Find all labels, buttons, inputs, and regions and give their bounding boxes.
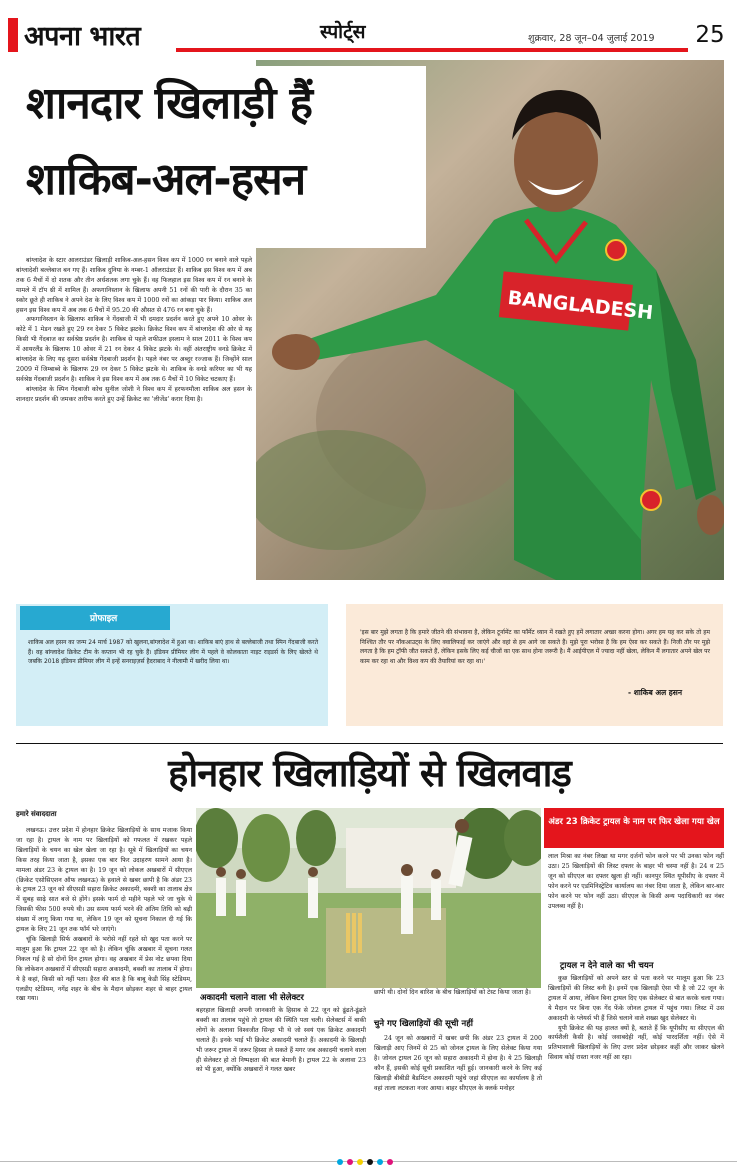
- headline-line-1: शानदार खिलाड़ी हैं: [26, 78, 313, 129]
- col1-paragraph: चूंकि खिलाड़ी सिर्फ अखबारों के भरोसे नहीं रहते सो खुद पता करने पर मालूम हुआ कि ट्रायल 22 जून को है। लेकिन चूंकि अखबार में सूचना गलत निकल गई है सो दोनों दिन ट्रायल होगा। वह अखबार में प्रेस नोट छपवा दिया कि लोकेशन अखबारों में सीएसडी सहारा अकादमी, बक्शी का तालाब में होगा। ये है कहां, किसी को नहीं पता। हैरत की बात है कि बाबू केडी सिंह स्टेडियम, एलडीए स्टेडियम, नगेंद्र शहर के बीच के मैदान छोड़कर शहर से बाहर ट्रायल रखा गया।: [16, 935, 192, 1003]
- sidebar-headline-box: अंडर 23 क्रिकेट ट्रायल के नाम पर फिर खेला गया खेल: [544, 808, 724, 848]
- issue-date: शुक्रवार, 28 जून–04 जुलाई 2019: [528, 33, 655, 44]
- story2-col3a: छापी थी। दोनों दिन बारिश के बीच खिलाड़ियों को टेस्ट किया जाता है।: [374, 989, 531, 996]
- page-number: 25: [695, 22, 725, 48]
- masthead-brand: अपना भारत: [24, 21, 141, 52]
- story2-headline: होनहार खिलाड़ियों से खिलवाड़: [168, 751, 571, 795]
- story2-col3b: [374, 1034, 542, 1093]
- subhead-selector: अकादमी चलाने वाला भी सेलेक्टर: [200, 993, 304, 1003]
- story1-paragraph: अफगानिस्तान के खिलाफ शाकिब ने गेंदबाजी में भी दमदार प्रदर्शन करते हुए अपने 10 ओवर के कोटे में 1 मेडन रखते हुए 29 रन देकर 5 विकेट झटके। क्रिकेट विश्व कप में बांग्लादेश की ओर से यह किसी भी गेंदबाज का सर्वश्रेष्ठ प्रदर्शन है। शाकिब से पहले शफीउल इस्लाम ने साल 2011 के विश्व कप में आयरलैंड के खिलाफ 10 ओवर में 21 रन देकर 4 विकेट झटके थे। वहीं अंतराष्ट्रीय वनडे क्रिकेट में बांग्लादेश के लिए यह दूसरा सर्वश्रेष्ठ गेंदबाजी प्रदर्शन है। पहले नंबर पर अब्दुर रज्जाक हैं। जिन्होंने साल 2009 में जिम्बाब्वे के खिलाफ 29 रन देकर 5 विकेट झटके थे। शाकिब के वनडे करियर का भी यह सर्वश्रेष्ठ गेंदबाजी प्रदर्शन है। शाकिब ने इस विश्व कप में अब तक 6 मैचों में 10 विकेट चटकाए हैं।: [16, 316, 252, 383]
- story2-col2: बहरहाल खिलाड़ी अपनी जानकारी के हिसाब से 22 जून को ढूंढते-ढूंढते बक्शी का तालाब पहुंचे तो ट्रायल की स्थिति पता चली। सेलेक्टर्स में बाकी लोगों के अलावा विश्वजीत सिन्हा भी थे जो स्वयं एक क्रिकेट अकादमी चलाते हैं। इनके भाई भी क्रिकेट अकादमी चलाते हैं। अकादमी के खिलाड़ी भी जरूर ट्रायल में जरूर हिस्सा ले सकते हैं मगर जब अकादमी चलाने वाला ही सेलेक्टर हो तो निष्पक्षता की बात बेमानी है। ट्रायल 22 के अलावा 23 को भी हुआ, क्योंकि अखबारों ने गलत खबर: [196, 1007, 366, 1074]
- quote-text: 'इस बार मुझे लगता है कि हमारे जीतने की संभावना है, लेकिन टूर्नामेंट का फॉर्मेट ध्यान में रखते हुए हमें लगातार अच्छा करना होगा। अगर हम यह कर सके तो हम निश्चित तौर पर नॉकआउट्स के लिए क्वालिफाई कर जाएंगे और वहां से हम आगे जा सकते हैं। मुझे पूरा भरोसा है कि हम ऐसा कर सकते हैं। निजी तौर पर मुझे लगता है कि हम ट्रॉफी जीत सकते हैं, लेकिन इसके लिए कई चीजों का एक साथ होना जरूरी है। मैं आईपीएल में ज्यादा नहीं खेला, लेकिन मैं लगातार अपने खेल पर काम कर रहा था और विश्व कप की तैयारियां कर रहा था।': [360, 629, 710, 665]
- masthead-accent-bar: [8, 18, 18, 52]
- profile-tag: प्रोफाइल: [20, 606, 170, 630]
- story2-col4a: लाल मिश्रा का नंबर लिखा था मगर दर्जनों फोन करने पर भी उनका फोन नहीं उठा। 25 खिलाड़ियों की लिस्ट दफ्तर के बाहर भी चस्पा नहीं है। 24 व 25 जून को सीएएल का दफ्तर खुला ही नहीं। कानपुर स्थित यूपीसीए के दफ्तर में फोन करने पर एडमिनिस्ट्रेटिव कार्यालय का नंबर दिया जाता है, लेकिन बार-बार फोन करने पर फोन नहीं उठा। सीएएल के किसी अन्य पदाधिकारी का नंबर उपलब्ध नहीं है।: [548, 853, 724, 910]
- jersey-text: BANGLADESH: [506, 286, 655, 325]
- col4-paragraph: कुछ खिलाड़ियों को अपने स्तर से पता करने पर मालूम हुआ कि 23 खिलाड़ियों की लिस्ट बनी है। इनमें एक खिलाड़ी ऐसा भी है जो 22 जून के ट्रायल में आया, लेकिन बिना ट्रायल दिए एक सेलेक्टर से बात करके चला गया। ये मैदान पर बिना एक गेंद फेंके जोनल ट्रायल में पहुंच गया। लिस्ट में उस अकादमी के प्लेयर्स भी हैं जिसे चलाने वाले शख्स खुद सेलेक्टर थे।: [548, 975, 724, 1022]
- col4-paragraph: यूपी क्रिकेट की यह हालत क्यों है, बताते हैं कि यूपीसीए या सीएएल की कार्यशैली कैसी है। कोई जवाबदेही नहीं, कोई पारदर्शिता नहीं। ऐसे में प्रतिभाशाली खिलाड़ियों के लिए उत्तर प्रदेश छोड़कर कहीं और जाकर खेलने सिवाय कोई रास्ता नजर नहीं आ रहा।: [548, 1024, 724, 1062]
- section-divider: [16, 743, 723, 744]
- section-title: स्पोर्ट्स: [320, 21, 366, 43]
- trial-illustration: [196, 808, 541, 988]
- main-headline: [16, 66, 426, 248]
- byline: हमारे संवाददाता: [16, 810, 57, 818]
- story1-body: [16, 256, 252, 405]
- profile-text: शाकिब अल हसन का जन्म 24 मार्च 1987 को खुलना,बांग्लादेश में हुआ था। शाकिब बाएं हाथ से बल्लेबाजी तथा स्पिन गेंदबाजी करते हैं। वह बांग्लादेश क्रिकेट टीम के कप्तान भी रह चुके हैं। इंडियन प्रीमियर लीग में पहले वे कोलकाता नाइट राइडर्स के लिए खेलते थे जबकि 2018 इंडियन प्रीमियर लीग में इन्हें सनराइज़र्स हैदराबाद ने नीलामी में खरीद लिया था।: [28, 639, 318, 666]
- story2-col1: [16, 826, 192, 1004]
- header-rule: [176, 48, 688, 52]
- col3-paragraph: 24 जून को अखबारों में खबर छपी कि अंडर 23 ट्रायल में 200 खिलाड़ी आए जिनमें से 25 को जोनल ट्रायल के लिए सेलेक्ट किया गया है। जोनल ट्रायल 26 जून को सहारा अकादमी में होना है। ये 25 खिलाड़ी कौन हैं, इसकी कोई सूची प्रकाशित नहीं हुई। जानकारी करने के लिए कई खिलाड़ी बीबीडी बैडमिंटन अकादमी पहुंचे जहां सीएएल का कार्यालय है तो वहां ताला लटकता नजर आया। बाहर सीएएल के क्लर्क मनोहर: [374, 1035, 542, 1092]
- subhead-list: चुने गए खिलाड़ियों की सूची नहीं: [374, 1019, 473, 1029]
- col1-paragraph: लखनऊ। उत्तर प्रदेश में होनहार क्रिकेट खिलाड़ियों के साथ मजाक किया जा रहा है। ट्रायल के नाम पर खिलाड़ियों को गफलत में रखकर पहले खिलाड़ियों के चयन का खेल खेला जा रहा है। सूबे में खिलाड़ियों का चयन किस तरह किया जाता है, इसका एक बार फिर उदाहरण सामने आया है। मामला अंडर 23 के ट्रायल का है। 19 जून को लोकल अखबारों में सीएएल (क्रिकेट एसोसिएशन ऑफ लखनऊ) के हवाले से खबर छापी है कि अंडर 23 के ट्रायल 23 जून को सीएसडी सहारा क्रिकेट अकादमी, बक्शी का तालाब क्षेत्र में सुबह साढ़े सात बजे से होंगे। इसके फार्म दो महीने पहले भरे जा चुके थे जिसकी फीस 500 रुपये थी। उस समय फार्म भरने की अंतिम तिथि को बढ़ी संख्या में लागू किया गया था, लेकिन 19 जून को सूचना निकाल दी गई कि ट्रायल के लिए 21 जून तक फॉर्म भरे जाएंगे।: [16, 827, 192, 934]
- quote-author: - शाकिब अल हसन: [628, 688, 683, 697]
- story1-paragraph: बांग्लादेश के स्पिन गेंदबाजी कोच सुनील जोशी ने विश्व कप में हरफनमौला शाकिब अल हसन के शानदार प्रदर्शन की जमकर तारीफ करते हुए उन्हें क्रिकेट का 'लीजेंड' करार दिया है।: [16, 385, 252, 403]
- subhead-selection: ट्रायल न देने वाले का भी चयन: [560, 961, 654, 971]
- print-registration-strip: [0, 1152, 737, 1162]
- story2-col4: [548, 974, 724, 1063]
- cricket-trial-photo: [196, 808, 541, 988]
- headline-line-2: शाकिब-अल-हसन: [26, 154, 306, 205]
- story1-paragraph: बांग्लादेश के स्टार आलराउंडर खिलाड़ी शाकिब-अल-हसन विश्व कप में 1000 रन बनाने वाले पहले बांग्लादेशी बल्लेबाज बन गए हैं। शाकिब दुनिया के नम्बर-1 ऑलराउंडर हैं। शाकिब इस विश्व कप में अब तक 6 मैचों में दो शतक और तीन अर्धशतक लगा चुके हैं। वह फिलहाल इस विश्व कप में रन बनाने के मामले में टॉप थ्री में शामिल हैं। अफगानिस्तान के खिलाफ अपनी 51 रनों की पारी के दौरान 35 का स्कोर छूते ही शाकिब ने अपने देश के लिए विश्व कप में 1000 रनों का आंकड़ा पार किया। शाकिब अल हसन इस विश्व कप में अब तक 6 मैचों में 95.20 की औसत से 476 रन बना चुके हैं।: [16, 257, 252, 314]
